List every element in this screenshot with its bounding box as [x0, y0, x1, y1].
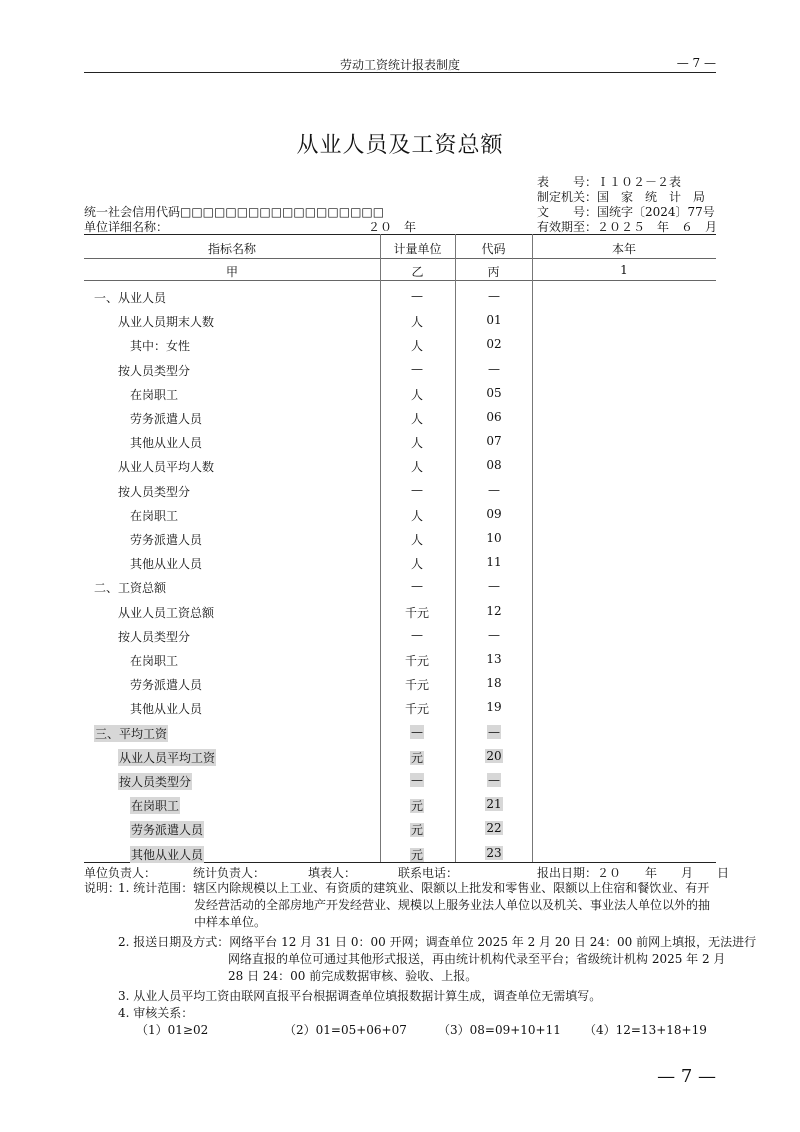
footer-page-number: — 7 — [657, 1066, 716, 1087]
code-cell [456, 386, 532, 400]
table-row [84, 842, 716, 866]
code-value: — [488, 579, 500, 594]
note-1-line-1: 1. 统计范围：辖区内除规模以上工业、有资质的建筑业、限额以上批发和零售业、限额以上住宿和餐饮业、有开 [118, 881, 710, 895]
unit-cell [380, 700, 454, 717]
table-row [84, 575, 716, 599]
valid-until: 有效期至：２０２５ 年 ６ 月 [537, 220, 718, 234]
table-row [84, 406, 716, 430]
code-value: 22 [486, 821, 502, 836]
table-row [84, 430, 716, 454]
indicator-name: 其他从业人员 [130, 436, 203, 451]
check-rule-3: （3）08=09+10+11 [438, 1023, 561, 1037]
code-cell [456, 362, 532, 376]
unit-cell [380, 289, 454, 303]
table-row [84, 309, 716, 333]
unit-cell [380, 797, 454, 814]
check-rule-2: （2）01=05+06+07 [284, 1023, 407, 1037]
table-row [84, 527, 716, 551]
unit-value: 元 [410, 750, 423, 765]
form-number: 表 号：Ｉ１０２－２表 [537, 175, 682, 189]
unit-value: 人 [410, 412, 423, 426]
code-cell [456, 337, 532, 351]
unit-value: 人 [410, 508, 423, 523]
header-indicator-name: 指标名称 [207, 242, 256, 256]
code-value: 18 [486, 676, 502, 691]
note-3: 3. 从业人员平均工资由联网直报平台根据调查单位填报数据计算生成，调查单位无需填写。 [118, 989, 602, 1003]
code-cell [456, 289, 532, 303]
check-rule-4: （4）12=13+18+19 [584, 1023, 707, 1037]
table-row [84, 551, 716, 575]
unit-cell [380, 507, 454, 524]
indicator-name: 三、平均工资 [95, 726, 168, 741]
running-title: 劳动工资统计报表制度 [339, 58, 460, 72]
code-value: — [488, 627, 500, 642]
code-cell [456, 507, 532, 521]
indicator-name: 劳务派遣人员 [130, 678, 203, 693]
code-cell [456, 604, 532, 618]
unit-value: 人 [410, 339, 423, 354]
code-value: 12 [486, 603, 502, 618]
code-cell [456, 579, 532, 593]
unit-cell [380, 362, 454, 376]
code-value: 11 [486, 555, 502, 570]
phone-label: 联系电话： [398, 866, 459, 880]
notes-label: 说明： [84, 881, 121, 895]
report-date-label: 报出日期：２０ 年 月 日 [537, 866, 730, 880]
code-value: 05 [486, 385, 502, 400]
credit-code-field: 统一社会信用代码□□□□□□□□□□□□□□□□□□ [84, 205, 385, 219]
unit-cell [380, 821, 454, 838]
code-value: — [488, 724, 500, 739]
indicator-name: 从业人员期末人数 [118, 315, 215, 330]
code-cell [456, 797, 532, 811]
table-row [84, 793, 716, 817]
note-2-line-1: 2. 报送日期及方式：网络平台 12 月 31 日 0：00 开网；调查单位 2025 年 2 月 20 日 24：00 前网上填报，无法进行 [118, 935, 757, 949]
indicator-name: 从业人员平均人数 [118, 460, 215, 475]
table-row [84, 769, 716, 793]
note-2-line-2: 网络直报的单位可通过其他形式报送，再由统计机构代录至平台；省级统计机构 2025 年 2 月 [228, 952, 726, 966]
code-value: 01 [486, 313, 502, 328]
code-cell [456, 434, 532, 448]
unit-value: — [411, 773, 423, 787]
code-value: 20 [486, 748, 502, 763]
code-cell [456, 628, 532, 642]
unit-value: — [411, 724, 423, 739]
table-row [84, 696, 716, 720]
indicator-name: 从业人员工资总额 [118, 605, 215, 620]
table-row [84, 285, 716, 309]
subheader-rule [84, 280, 716, 281]
unit-value: — [411, 579, 423, 594]
code-value: — [488, 289, 500, 303]
code-value: 23 [486, 845, 502, 860]
unit-value: 元 [410, 847, 423, 862]
indicator-name: 从业人员平均工资 [119, 750, 216, 765]
table-row [84, 382, 716, 406]
subheader-jia: 甲 [225, 265, 238, 279]
code-cell [456, 773, 532, 787]
note-4: 4. 审核关系： [118, 1006, 194, 1020]
unit-cell [380, 555, 454, 572]
unit-value: 人 [410, 460, 423, 475]
header-unit: 计量单位 [393, 242, 442, 256]
indicator-name: 其他从业人员 [131, 847, 204, 862]
unit-value: — [411, 289, 423, 303]
table-row [84, 624, 716, 648]
unit-value: 人 [410, 315, 423, 330]
indicator-name: 在岗职工 [130, 387, 179, 402]
unit-value: 人 [410, 557, 423, 572]
check-rule-1: （1）01≥02 [136, 1023, 209, 1037]
code-cell [456, 652, 532, 666]
subheader-col-1: 1 [620, 263, 628, 277]
code-cell [456, 749, 532, 763]
code-cell [456, 531, 532, 545]
code-cell [456, 725, 532, 739]
unit-cell [380, 313, 454, 330]
unit-value: — [411, 627, 423, 642]
unit-value: 千元 [404, 702, 429, 717]
unit-cell [380, 773, 454, 787]
header-code: 代码 [481, 242, 506, 256]
table-row [84, 333, 716, 357]
note-2-line-3: 28 日 24：00 前完成数据审核、验收、上报。 [228, 969, 478, 983]
indicator-name: 在岗职工 [131, 799, 180, 814]
code-value: 08 [486, 458, 502, 473]
unit-value: 人 [410, 436, 423, 451]
subheader-bing: 丙 [487, 265, 500, 279]
indicator-name: 其他从业人员 [130, 702, 203, 717]
unit-value: 人 [410, 533, 423, 547]
code-value: 02 [486, 337, 502, 352]
indicator-name: 其他从业人员 [130, 557, 203, 572]
code-value: — [488, 773, 500, 787]
unit-head-label: 单位负责人： [84, 866, 157, 880]
indicator-name: 劳务派遣人员 [131, 823, 204, 838]
code-cell [456, 700, 532, 714]
unit-cell [380, 676, 454, 693]
unit-cell [380, 434, 454, 451]
stat-head-label: 统计负责人： [193, 866, 266, 880]
header-current-year: 本年 [611, 242, 636, 256]
code-cell [456, 458, 532, 472]
unit-value: — [411, 482, 423, 497]
unit-cell [380, 531, 454, 548]
code-value: 07 [486, 434, 502, 449]
table-row [84, 672, 716, 696]
approval-number: 文 号：国统字〔2024〕77号 [537, 205, 715, 219]
indicator-name: 一、从业人员 [94, 291, 167, 305]
code-value: 21 [486, 797, 502, 812]
running-header [84, 52, 716, 73]
code-cell [456, 821, 532, 835]
indicator-name: 劳务派遣人员 [130, 412, 203, 426]
unit-value: 元 [410, 823, 423, 838]
header-rule [84, 258, 716, 259]
filler-label: 填表人： [308, 866, 357, 880]
indicator-name: 按人员类型分 [118, 629, 191, 644]
unit-cell [380, 579, 454, 593]
code-value: 06 [486, 410, 502, 424]
indicator-name: 劳务派遣人员 [130, 533, 203, 547]
code-value: 19 [486, 700, 502, 715]
unit-cell [380, 604, 454, 621]
table-row [84, 721, 716, 745]
unit-cell [380, 749, 454, 766]
indicator-name: 按人员类型分 [119, 775, 192, 789]
unit-cell [380, 652, 454, 669]
table-row [84, 817, 716, 841]
table-row [84, 454, 716, 478]
unit-value: — [411, 361, 423, 376]
indicator-name: 二、工资总额 [94, 581, 167, 596]
unit-value: 千元 [404, 654, 429, 668]
table-top-rule [84, 234, 716, 235]
subheader-yi: 乙 [411, 265, 424, 279]
unit-cell [380, 725, 454, 739]
issuing-authority: 制定机关：国 家 统 计 局 [537, 190, 706, 204]
unit-name-field: 单位详细名称： [84, 220, 169, 234]
code-value: — [488, 482, 500, 497]
document-title: 从业人员及工资总额 [296, 133, 504, 158]
unit-value: 元 [410, 799, 423, 814]
code-cell [456, 555, 532, 569]
report-year: ２０ 年 [368, 220, 417, 234]
code-cell [456, 313, 532, 327]
header-page-number: — 7 — [676, 56, 716, 70]
table-row [84, 358, 716, 382]
unit-cell [380, 483, 454, 497]
code-cell [456, 410, 532, 424]
unit-value: 千元 [404, 605, 429, 620]
code-value: 09 [486, 506, 502, 521]
code-cell [456, 483, 532, 497]
unit-cell [380, 337, 454, 354]
unit-cell [380, 628, 454, 642]
unit-value: 人 [410, 387, 423, 402]
unit-cell [380, 386, 454, 403]
indicator-name: 按人员类型分 [118, 363, 191, 378]
indicator-name: 在岗职工 [130, 654, 179, 668]
unit-cell [380, 846, 454, 863]
code-value: 10 [486, 531, 502, 545]
table-row [84, 503, 716, 527]
note-1-line-3: 中样本单位。 [194, 915, 267, 929]
code-value: 13 [486, 652, 502, 666]
table-row [84, 479, 716, 503]
indicator-name: 按人员类型分 [118, 484, 191, 499]
unit-cell [380, 410, 454, 427]
unit-cell [380, 458, 454, 475]
indicator-name: 其中：女性 [130, 339, 191, 354]
table-row [84, 745, 716, 769]
note-1-line-2: 发经营活动的全部房地产开发经营业、规模以上服务业法人单位以及机关、事业法人单位以外的抽 [194, 898, 711, 912]
indicator-name: 在岗职工 [130, 508, 179, 523]
table-row [84, 600, 716, 624]
table-row [84, 648, 716, 672]
code-cell [456, 846, 532, 860]
code-cell [456, 676, 532, 690]
unit-value: 千元 [404, 678, 429, 693]
code-value: — [488, 361, 500, 376]
